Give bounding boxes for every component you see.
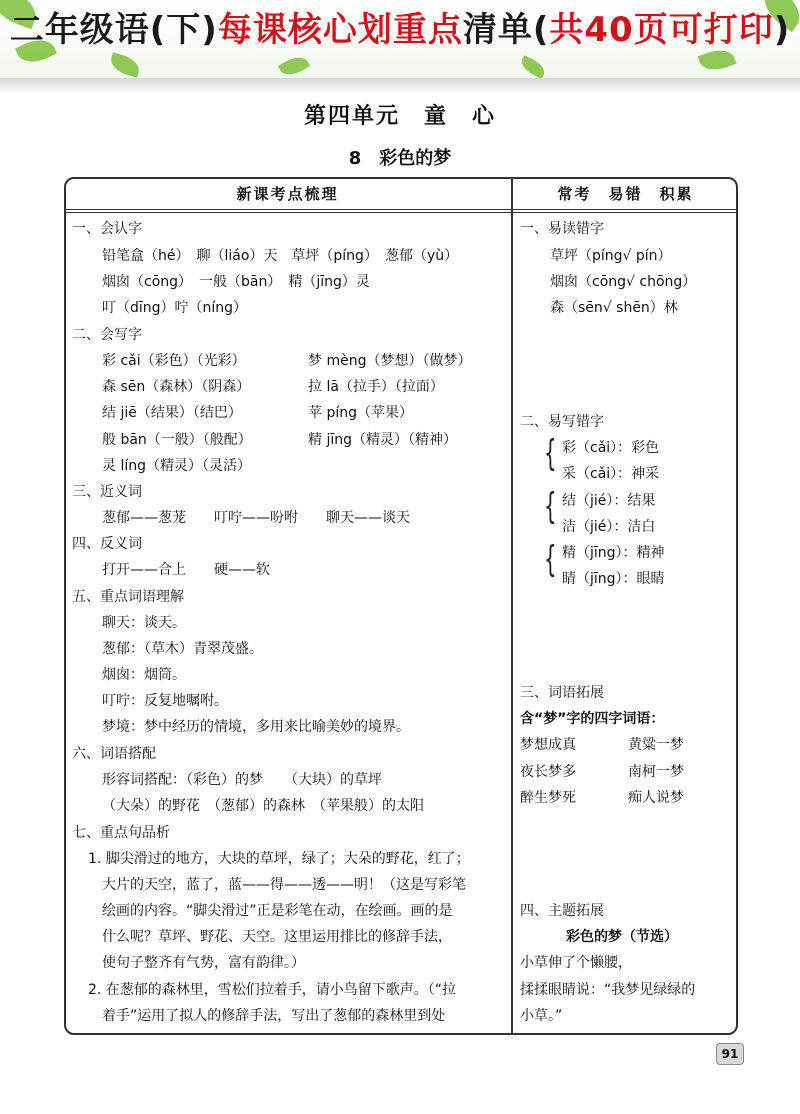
idiom: 醉生梦死 [520, 790, 576, 806]
sentence-analysis-line: 绘画的内容。“脚尖滑过”正是彩笔在动，在绘画。画的是 [102, 903, 453, 919]
miswrite-pair: 精（jīng）：精神 [562, 545, 665, 561]
vocab-definition: 叮咛：反复地嘱咐。 [102, 693, 228, 709]
section-heading-theme: 四、主题拓展 [520, 903, 604, 919]
right-column-header: 常考 易错 积累 [557, 185, 694, 203]
theme-poem-title: 彩色的梦（节选） [566, 929, 678, 945]
collocation-line: （大朵）的野花 （葱郁）的森林 （苹果般）的太阳 [102, 798, 424, 814]
lesson-title: 8 彩色的梦 [348, 148, 452, 169]
page-number: 91 [716, 1043, 744, 1065]
banner-title-part5: ) [773, 10, 791, 50]
sentence-analysis-line: 着手”运用了拟人的修辞手法，写出了葱郁的森林里到处 [102, 1008, 446, 1024]
top-banner [0, 0, 800, 78]
write-char-entry: 结 jiē（结果）（结巴） [102, 405, 242, 421]
idiom: 夜长梦多 [520, 764, 576, 780]
banner-title [0, 2, 800, 51]
sentence-analysis-line: 2. 在葱郁的森林里，雪松们拉着手，请小鸟留下歌声。（“拉 [88, 982, 457, 998]
brace-icon: { [544, 433, 557, 474]
misread-line: 烟囱（cōng√ chōng） [550, 274, 697, 290]
write-char-entry: 彩 cǎi（彩色）（光彩） [102, 353, 246, 369]
sentence-analysis-line: 1. 脚尖滑过的地方，大块的草坪，绿了；大朵的野花，红了； [88, 851, 470, 867]
write-char-entry: 苹 píng（苹果） [308, 405, 413, 421]
section-heading-synonyms: 三、近义词 [72, 484, 142, 500]
idiom: 梦想成真 [520, 737, 576, 753]
sentence-analysis-line: 大片的天空，蓝了，蓝——得——透——明！（这是写彩笔 [102, 877, 466, 893]
section-heading-miswrite: 二、易写错字 [520, 414, 604, 430]
recognize-line: 铅笔盒（hé） 聊（liáo）天 草坪（píng） 葱郁（yù） [102, 248, 459, 264]
column-divider [511, 177, 513, 1035]
section-heading-misread: 一、易读错字 [520, 221, 604, 237]
banner-title-part2: 每课核心划重点 [217, 10, 463, 50]
brace-icon: { [544, 486, 557, 527]
antonyms-line: 打开——合上 硬——软 [102, 562, 270, 578]
theme-poem-line: 小草。” [520, 1008, 563, 1024]
write-char-entry: 梦 mèng（梦想）（做梦） [308, 353, 472, 369]
banner-title-part4: 共40页可打印 [549, 10, 774, 50]
idiom: 南柯一梦 [628, 764, 684, 780]
recognize-line: 烟囱（cōng） 一般（bān） 精（jīng）灵 [102, 274, 370, 290]
banner-title-part3: 清单( [462, 10, 550, 50]
theme-poem-line: 揉揉眼睛说：“我梦见绿绿的 [520, 982, 696, 998]
unit-title: 第四单元 童 心 [303, 104, 496, 129]
header-rule-inner [64, 212, 738, 213]
section-heading-sentences: 七、重点句品析 [72, 825, 170, 841]
left-column-header: 新课考点梳理 [236, 185, 339, 203]
miswrite-pair: 睛（jīng）：眼睛 [562, 571, 665, 587]
brace-icon: { [544, 539, 557, 580]
theme-poem-line: 小草伸了个懒腰， [520, 955, 632, 971]
write-char-entry: 精 jīng（精灵）（精神） [308, 432, 457, 448]
sentence-analysis-line: 什么呢？草坪、野花、天空。这里运用排比的修辞手法， [102, 929, 452, 945]
header-rule [64, 209, 738, 210]
misread-line: 森（sēn√ shēn）林 [550, 300, 678, 316]
section-heading-vocab: 五、重点词语理解 [72, 589, 184, 605]
collocation-line: 形容词搭配：（彩色）的梦 （大块）的草坪 [102, 772, 382, 788]
expansion-subtitle: 含“梦”字的四字词语： [520, 711, 665, 727]
idiom: 痴人说梦 [628, 790, 684, 806]
write-char-entry: 灵 líng（精灵）（灵活） [102, 458, 251, 474]
vocab-definition: 烟囱：烟筒。 [102, 667, 186, 683]
vocab-definition: 梦境：梦中经历的情境，多用来比喻美妙的境界。 [102, 719, 410, 735]
section-heading-antonyms: 四、反义词 [72, 536, 142, 552]
synonyms-line: 葱郁——葱茏 叮咛——吩咐 聊天——谈天 [102, 510, 410, 526]
miswrite-pair: 洁（jié）：洁白 [562, 519, 656, 535]
section-heading-write: 二、会写字 [72, 327, 142, 343]
section-heading-recognize: 一、会认字 [72, 221, 142, 237]
banner-strip [0, 78, 800, 94]
write-char-entry: 森 sēn（森林）（阴森） [102, 379, 251, 395]
section-heading-collocation: 六、词语搭配 [72, 746, 156, 762]
miswrite-pair: 彩（cǎi）：彩色 [562, 440, 660, 456]
write-char-entry: 般 bān（一般）（般配） [102, 432, 252, 448]
miswrite-pair: 采（cǎi）：神采 [562, 466, 660, 482]
vocab-definition: 聊天：谈天。 [102, 615, 186, 631]
sentence-analysis-line: 使句子整齐有气势，富有韵律。） [102, 955, 305, 971]
recognize-line: 叮（dīng）咛（níng） [102, 300, 248, 316]
miswrite-pair: 结（jié）：结果 [562, 493, 656, 509]
banner-title-part1: 二年级语(下) [9, 10, 218, 50]
misread-line: 草坪（píng√ pín） [550, 248, 672, 264]
write-char-entry: 拉 lā（拉手）（拉面） [308, 379, 444, 395]
section-heading-expansion: 三、词语拓展 [520, 685, 604, 701]
idiom: 黄粱一梦 [628, 737, 684, 753]
vocab-definition: 葱郁：（草木）青翠茂盛。 [102, 641, 263, 657]
